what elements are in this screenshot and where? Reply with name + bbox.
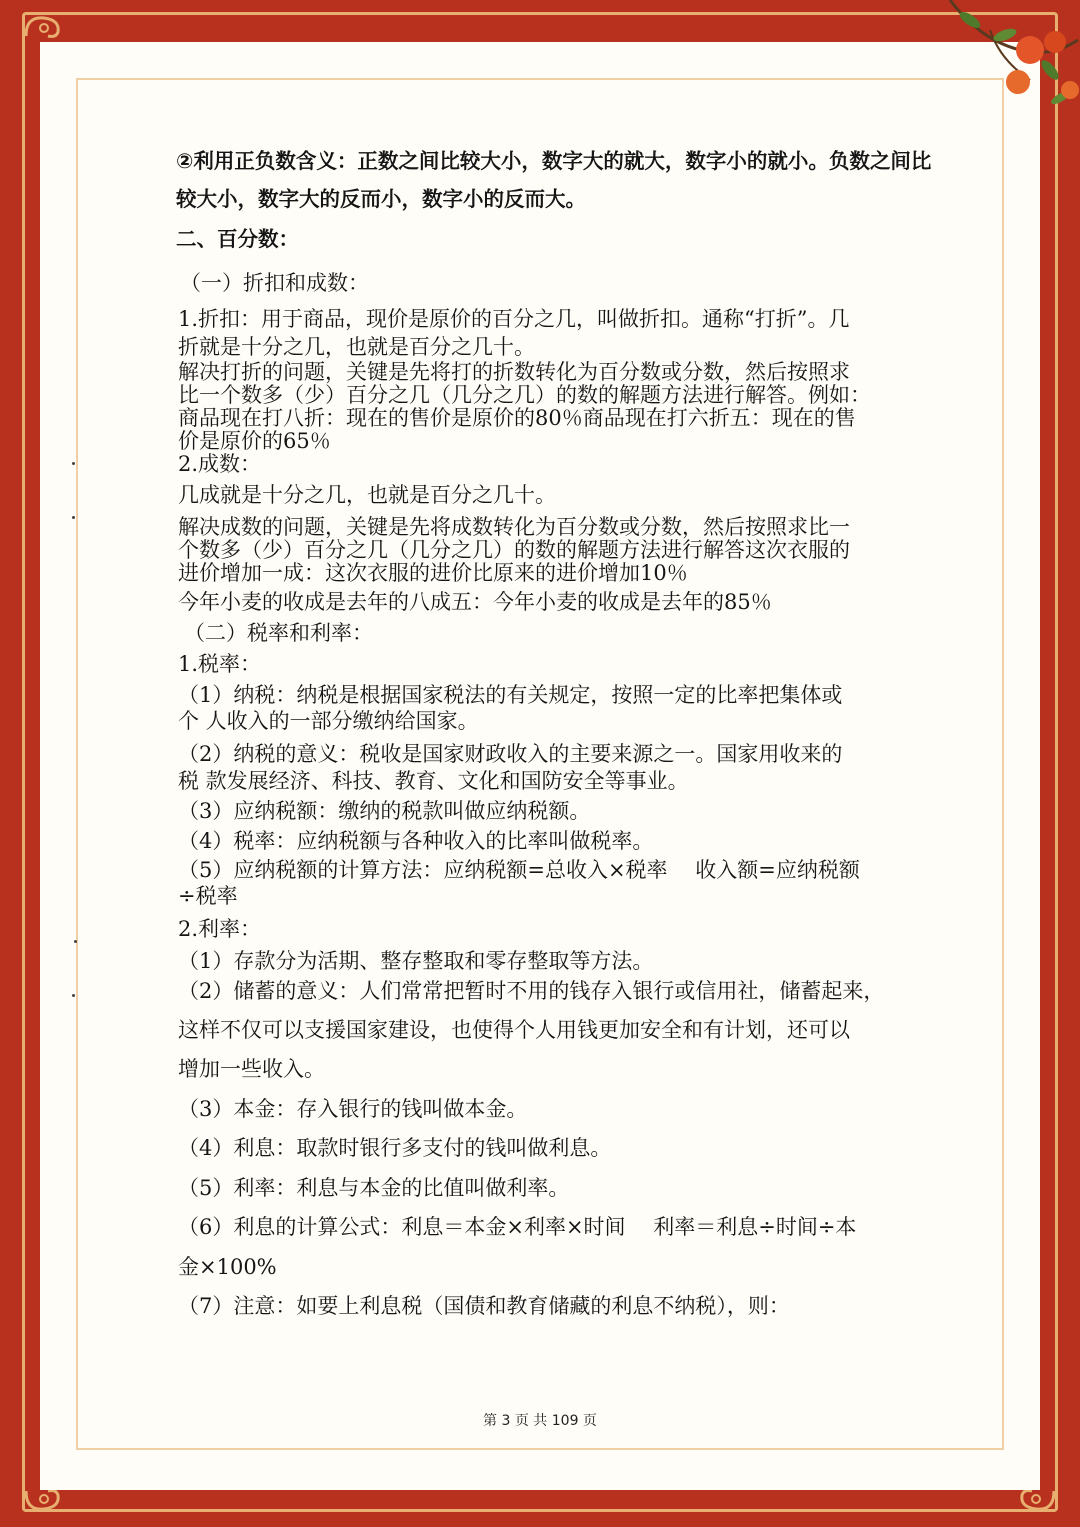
persimmon-branch-decoration [930,0,1080,120]
paragraph-line: 比一个数多（少）百分之几（几分之几）的数的解题方法进行解答。例如： [178,383,871,407]
scan-speck [74,940,77,943]
paragraph-line: 金×100% [178,1255,277,1279]
paragraph-line: 这样不仅可以支援国家建设，也使得个人用钱更加安全和有计划，还可以 [178,1018,850,1042]
item-heading: 1.税率： [178,652,262,676]
paragraph-line: ②利用正负数含义：正数之间比较大小，数字大的就大，数字小的就小。负数之间比 [176,149,932,173]
subsection-heading: （一）折扣和成数： [180,271,369,295]
bottom-right-cloud-ornament [1012,1487,1058,1517]
paragraph-line: 几成就是十分之几，也就是百分之几十。 [178,483,556,507]
paragraph-line: 税 款发展经济、科技、教育、文化和国防安全等事业。 [178,769,689,793]
paragraph-line: 解决成数的问题，关键是先将成数转化为百分数或分数，然后按照求比一 [178,515,850,539]
paragraph-line: （3）本金：存入银行的钱叫做本金。 [178,1097,528,1121]
paragraph-line: （5）应纳税额的计算方法：应纳税额=总收入×税率 收入额=应纳税额 [178,858,860,882]
paragraph-line: 增加一些收入。 [178,1057,325,1081]
paragraph-line: 今年小麦的收成是去年的八成五：今年小麦的收成是去年的85％ [178,590,772,614]
scan-speck [72,994,75,997]
section-heading: 二、百分数： [176,227,299,251]
paragraph-line: （5）利率：利息与本金的比值叫做利率。 [178,1176,570,1200]
paragraph-line: 进价增加一成：这次衣服的进价比原来的进价增加10％ [178,561,688,585]
paragraph-line: 个 人收入的一部分缴纳给国家。 [178,709,479,733]
scan-speck [72,516,75,519]
paragraph-line: 个数多（少）百分之几（几分之几）的数的解题方法进行解答这次衣服的 [178,538,850,562]
paragraph-line: （7）注意：如要上利息税（国债和教育储藏的利息不纳税），则： [178,1294,790,1318]
page-number-footer: 第 3 页 共 109 页 [483,1413,597,1429]
paragraph-line: （3）应纳税额：缴纳的税款叫做应纳税额。 [178,799,591,823]
scan-speck [72,462,75,465]
paragraph-line: （4）税率：应纳税额与各种收入的比率叫做税率。 [178,829,654,853]
paragraph-line: （1）存款分为活期、整存整取和零存整取等方法。 [178,949,654,973]
paragraph-line: （2）纳税的意义：税收是国家财政收入的主要来源之一。国家用收来的 [178,742,843,766]
paragraph-line: （4）利息：取款时银行多支付的钱叫做利息。 [178,1136,612,1160]
top-left-cloud-ornament [22,10,68,40]
paragraph-line: 较大小，数字大的反而小，数字小的反而大。 [176,187,586,211]
subsection-heading: （二）税率和利率： [184,621,373,645]
bottom-left-cloud-ornament [22,1487,68,1517]
paragraph-line: 商品现在打八折：现在的售价是原价的80％商品现在打六折五：现在的售 [178,406,856,430]
paragraph-line: （1）纳税：纳税是根据国家税法的有关规定，按照一定的比率把集体或 [178,683,843,707]
paragraph-line: （2）储蓄的意义：人们常常把暂时不用的钱存入银行或信用社，储蓄起来， [178,979,885,1003]
item-heading: 2.成数： [178,452,262,476]
paragraph-line: 解决打折的问题，关键是先将打的折数转化为百分数或分数，然后按照求 [178,360,850,384]
item-heading: 2.利率： [178,917,262,941]
paragraph-line: ÷税率 [178,884,238,908]
paragraph-line: 价是原价的65％ [178,429,331,453]
paragraph-line: 折就是十分之几，也就是百分之几十。 [178,335,535,359]
paragraph-line: （6）利息的计算公式：利息＝本金×利率×时间 利率＝利息÷时间÷本 [178,1215,857,1239]
paragraph-line: 1.折扣：用于商品，现价是原价的百分之几，叫做折扣。通称“打折”。几 [178,307,850,331]
